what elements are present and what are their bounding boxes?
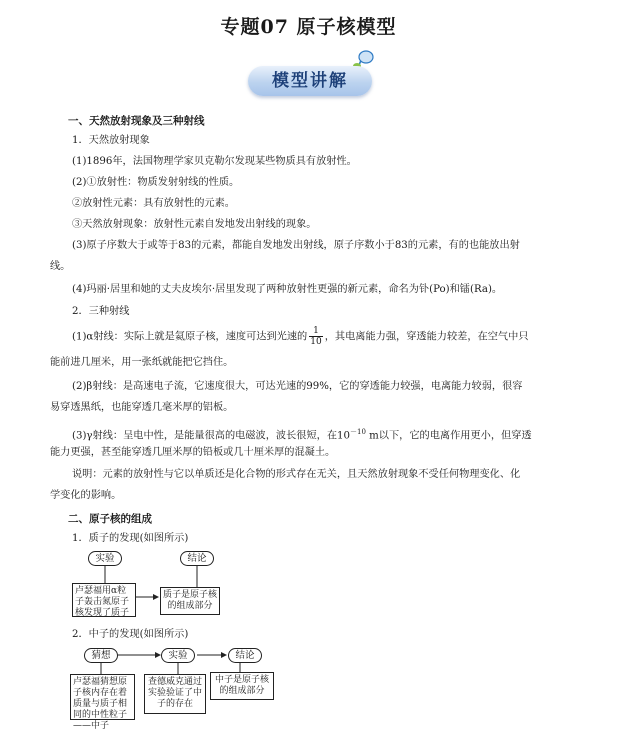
paragraph: (3)原子序数大于或等于83的元素，都能自发地发出射线，原子序数小于83的元素，有的也能放出射 xyxy=(72,240,520,251)
oval-conclusion: 结论 xyxy=(228,648,262,663)
paragraph-continued: 易穿透黑纸，也能穿透几毫米厚的铝板。 xyxy=(50,402,234,413)
oval-conclusion: 结论 xyxy=(180,551,214,566)
paragraph-continued: 能前进几厘米，用一张纸就能把它挡住。 xyxy=(50,357,234,368)
paragraph-beta: (2)β射线：是高速电子流，它速度很大，可达光速的99%，它的穿透能力较强，电离能力较弱，很容 xyxy=(72,381,523,392)
box-rutherford-proton: 卢瑟福用α粒子轰击氮原子核发现了质子 xyxy=(72,583,136,617)
paragraph: ②放射性元素：具有放射性的元素。 xyxy=(72,198,235,209)
subheading-natural-radioactivity: 1．天然放射现象 xyxy=(72,135,150,146)
paragraph: (1)1896年，法国物理学家贝克勒尔发现某些物质具有放射性。 xyxy=(72,156,357,167)
box-proton-conclusion: 质子是原子核的组成部分 xyxy=(160,587,220,615)
paragraph-continued: 能力更强，甚至能穿透几厘米厚的铅板或几十厘米厚的混凝土。 xyxy=(50,447,336,458)
oval-experiment: 实验 xyxy=(161,648,195,663)
box-neutron-conclusion: 中子是原子核的组成部分 xyxy=(210,672,274,700)
paragraph: (2)①放射性：物质发射射线的性质。 xyxy=(72,177,240,188)
subheading-proton-discovery: 1．质子的发现(如图所示) xyxy=(72,533,189,544)
section-heading-nucleus: 二、原子核的组成 xyxy=(68,513,152,525)
banner-label: 模型讲解 xyxy=(248,66,372,96)
alpha-text-cont: ，其电离能力强，穿透能力较差，在空气中只 xyxy=(324,331,529,343)
fraction-denominator: 10 xyxy=(310,337,322,347)
box-chadwick: 查德威克通过实验验证了中子的存在 xyxy=(144,674,206,714)
document-title: 专题07 原子核模型 xyxy=(220,16,397,38)
oval-experiment: 实验 xyxy=(88,551,122,566)
subheading-neutron-discovery: 2．中子的发现(如图所示) xyxy=(72,629,189,640)
exponent: －10 xyxy=(349,428,366,436)
note-continued: 学变化的影响。 xyxy=(50,490,122,501)
paragraph: ③天然放射现象：放射性元素自发地发出射线的现象。 xyxy=(72,219,317,230)
gamma-text-cont: m以下，它的电离作用更小，但穿透 xyxy=(365,430,532,442)
alpha-text: (1)α射线：实际上就是氦原子核，速度可达到光速的 xyxy=(72,331,308,343)
section-heading-radiation: 一、天然放射现象及三种射线 xyxy=(68,115,205,127)
box-rutherford-neutron: 卢瑟福猜想原子核内存在着质量与质子相同的中性粒子——中子 xyxy=(70,674,135,720)
fraction-numerator: 1 xyxy=(309,326,322,337)
oval-hypothesis: 猜想 xyxy=(84,648,118,663)
subheading-three-rays: 2．三种射线 xyxy=(72,306,130,317)
note: 说明：元素的放射性与它以单质还是化合物的形式存在无关，且天然放射现象不受任何物理变化、化 xyxy=(72,469,521,480)
paragraph-continued: 线。 xyxy=(50,261,71,272)
gamma-text: (3)γ射线：呈电中性，是能量很高的电磁波，波长很短，在10 xyxy=(72,430,350,442)
paragraph: (4)玛丽·居里和她的丈夫皮埃尔·居里发现了两种放射性更强的新元素，命名为钋(Po)和镭(Ra)。 xyxy=(72,284,503,295)
